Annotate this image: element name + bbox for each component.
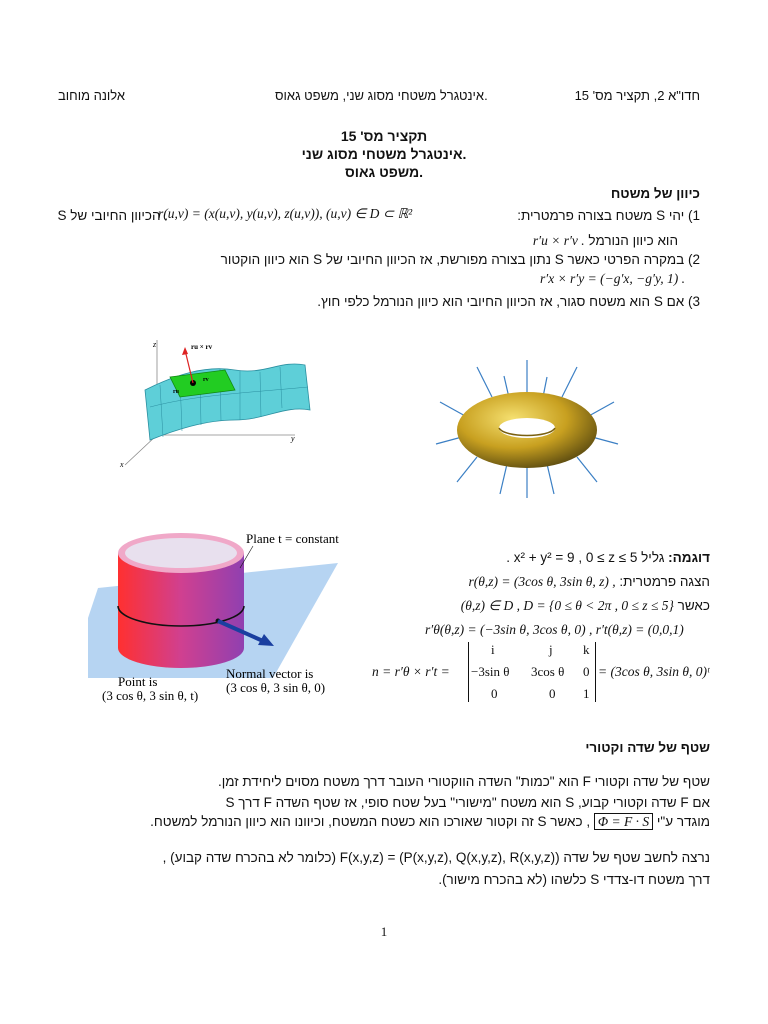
matrix-cell: −3sin θ [471, 664, 510, 679]
matrix-cell: 0 [491, 686, 498, 701]
matrix-cell: 3cos θ [531, 664, 565, 679]
flux-paragraph-1: שטף של שדה וקטורי F הוא "כמות" השדה הווקטורי העובר דרך משטח מסוים ליחידת זמן. [217, 774, 710, 789]
z-axis-label: z [153, 340, 157, 349]
rv-label: rv [203, 377, 209, 383]
flux-paragraph-2: אם F שדה וקטורי קבוע, S הוא משטח "מישורי" בעל שטח סופי, אז שטף השדה F דרך S [225, 795, 710, 810]
normal-label: ru × rv [191, 343, 213, 351]
plane-label: Plane t = constant [246, 531, 339, 546]
item-1-number: 1) [687, 208, 700, 223]
matrix-cell: 0 [583, 664, 590, 679]
normal-vector-label: Normal vector is [226, 666, 314, 681]
ru-label: ru [173, 389, 179, 395]
title-line-2: אינטגרל משטחי מסוג שני. [301, 146, 467, 162]
item-1-text: יהי S משטח בצורה פרמטרית: [517, 208, 685, 223]
section-heading-orientation: כיוון של משטח [610, 186, 700, 201]
y-axis-label: y [291, 434, 295, 443]
example-line-1 [506, 550, 710, 565]
matrix-cell: k [583, 642, 590, 657]
matrix-cell: 0 [549, 686, 556, 701]
normal-arrowhead [182, 347, 188, 355]
example-domain-formula: (θ,z) ∈ D , D = {0 ≤ θ < 2π , 0 ≤ z ≤ 5} [460, 598, 674, 613]
item-1-normal-text: הוא כיוון הנורמל [588, 233, 678, 248]
flux-defined-by: מוגדר ע"י [656, 814, 710, 829]
example-normal-lhs: n = r′θ × r′t = [372, 664, 450, 679]
header-topic: אינטגרל משטחי מסוג שני, משפט גאוס. [275, 88, 488, 103]
example-label: דוגמה: [668, 550, 710, 565]
matrix-cell: i [491, 642, 495, 657]
item-1-tail: . הכיוון החיובי של S [57, 208, 168, 223]
item-2-text: במקרה הפרטי כאשר S נתון בצורה מפורשת, אז הכיוון החיובי של S הוא כיוון הוקטור [220, 252, 685, 267]
header-author: אלונה מוחוב [58, 88, 126, 103]
matrix-cell: j [549, 642, 553, 657]
item-1-normal-line [533, 233, 678, 249]
example-normal-rhs: = (3cos θ, 3sin θ, 0)ᵗ [598, 664, 710, 679]
matrix-cell: 1 [583, 686, 590, 701]
normal-vector-value: (3 cos θ, 3 sin θ, 0) [226, 680, 326, 695]
figure-cylinder-normal [88, 528, 368, 708]
example-cylinder: גליל x² + y² = 9 , 0 ≤ z ≤ 5 . [506, 550, 665, 565]
header-course: חדו"א 2, תקציר מס' 15 [574, 88, 700, 103]
item-3: 3) אם S הוא משטח סגור, אז הכיוון החיובי הוא כיוון הנורמל כלפי חוץ. [317, 294, 700, 309]
title-line-3: משפט גאוס. [344, 164, 424, 180]
flux-paragraph-5: דרך משטח דו-צדדי S כלשהו (לא בהכרח מישור). [438, 872, 710, 887]
flux-formula-box: Φ = F · S [594, 813, 653, 830]
example-line-3 [461, 598, 710, 614]
example-derivatives: r′θ(θ,z) = (−3sin θ, 3cos θ, 0) , r′t(θ,z) = (0,0,1) [425, 622, 684, 637]
example-param-text: הצגה פרמטרית: [619, 574, 710, 589]
point-value: (3 cos θ, 3 sin θ, t) [102, 688, 199, 703]
flux-where: , כאשר S זה וקטור שאורכו הוא כשטח המשטח, וכיוונו הוא כיוון הנורמל למשטח. [150, 814, 591, 829]
item-2 [221, 252, 700, 267]
flux-paragraph-3 [150, 814, 710, 830]
example-param-formula: r(θ,z) = (3cos θ, 3sin θ, z) , [468, 574, 616, 589]
flux-paragraph-4: נרצה לחשב שטף של שדה F(x,y,z) = (P(x,y,z), Q(x,y,z), R(x,y,z)) (כלומר לא בהכרח שדה קבוע) , [162, 850, 710, 865]
item-1-parametric-formula: r(u,v) = (x(u,v), y(u,v), z(u,v)), (u,v) ∈ D ⊂ ℝ² [158, 206, 413, 221]
section-heading-flux: שטף של שדה וקטורי [585, 740, 710, 755]
item-1 [517, 208, 700, 223]
item-2-number: 2) [687, 252, 700, 267]
cylinder-inside [125, 538, 237, 568]
x-axis-label: x [120, 460, 124, 469]
item-2-formula: r′x × r′y = (−g′x, −g′y, 1) . [540, 271, 685, 286]
figure-torus-normals [432, 352, 622, 502]
title-line-1: תקציר מס' 15 [340, 128, 428, 144]
page-number: 1 [380, 924, 388, 939]
example-line-2 [469, 574, 710, 590]
example-domain-text: כאשר [677, 598, 710, 613]
cross-product-matrix [468, 642, 596, 702]
point-label: Point is [118, 674, 158, 689]
figure-parametric-surface [115, 335, 315, 475]
item-1-normal-formula: r′u × r′v . [532, 233, 585, 248]
